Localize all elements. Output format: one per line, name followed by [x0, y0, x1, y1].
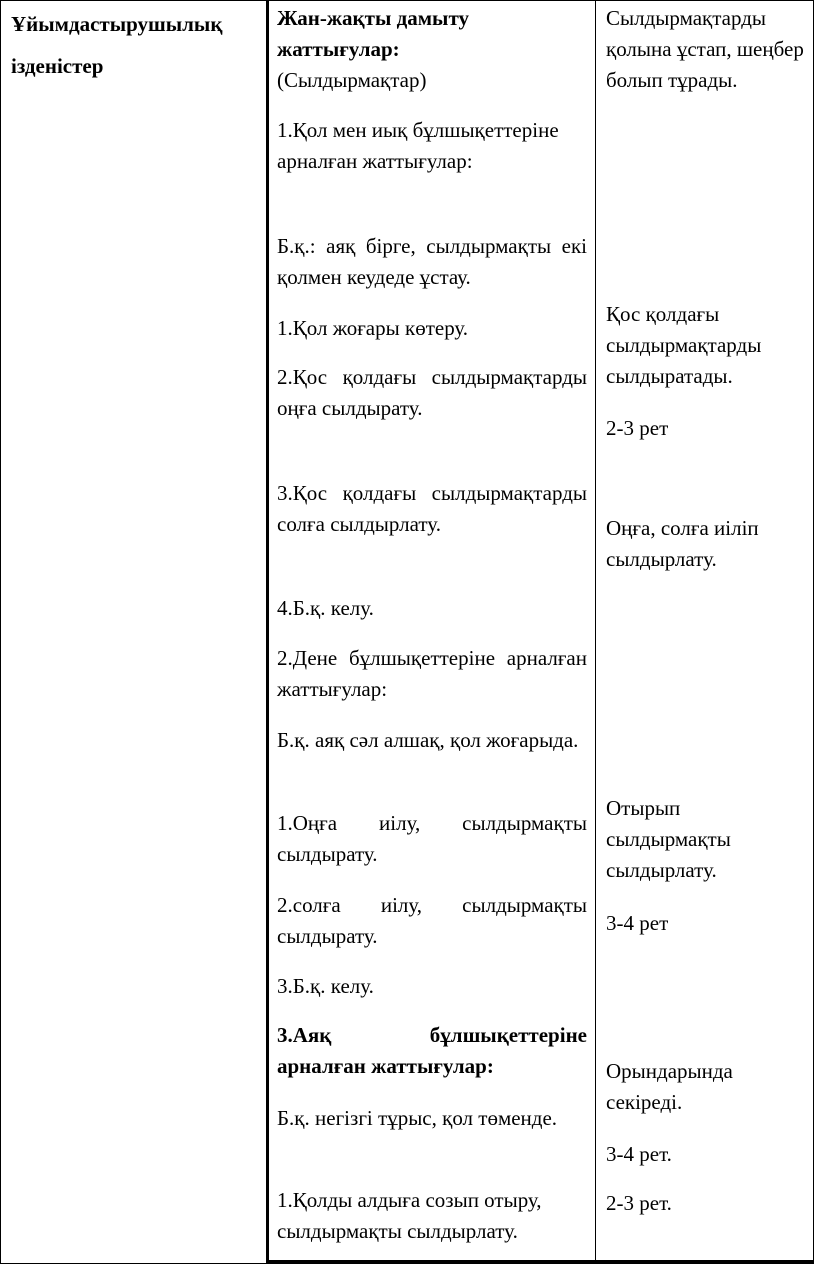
table-bottom-border — [266, 1260, 813, 1263]
exercise-item: 1.Оңға иілу, сылдырмақты сылдырату. — [277, 811, 587, 866]
note-item: 2-3 рет — [606, 416, 669, 440]
column-divider — [266, 1, 269, 1263]
exercise-item: 4.Б.қ. келу. — [277, 596, 374, 620]
column-divider — [595, 1, 596, 1263]
note-item: 2-3 рет. — [606, 1191, 672, 1215]
exercise-subheading: (Сылдырмақтар) — [277, 68, 427, 92]
exercise-item: 2.Қос қолдағы сылдырмақтарды оңға сылдырату. — [277, 365, 587, 420]
note-item: Отырып сылдырмақты сылдырлату. — [606, 796, 731, 882]
exercise-heading: Жан-жақты дамыту жаттығулар: — [277, 6, 469, 61]
note-item: 3-4 рет. — [606, 1142, 672, 1166]
organizational-column — [11, 3, 256, 87]
exercise-item: Б.қ.: аяқ бірге, сылдырмақты екі қолмен кеудеде ұстау. — [277, 234, 587, 289]
exercise-item: Б.қ. негізгі тұрыс, қол төменде. — [277, 1106, 558, 1130]
exercise-item: 3.Аяқ бұлшықеттеріне арналған жаттығулар: — [277, 1023, 587, 1078]
note-item: 3-4 рет — [606, 911, 669, 935]
exercise-item: 3.Қос қолдағы сылдырмақтарды солға сылдырлату. — [277, 481, 587, 536]
exercise-item: 1.Қол жоғары көтеру. — [277, 316, 469, 340]
exercise-item: Б.қ. аяқ сәл алшақ, қол жоғарыда. — [277, 728, 579, 752]
note-item: Қос қолдағы сылдырмақтарды сылдыратады. — [606, 302, 762, 388]
exercise-item: 1.Қол мен иық бұлшықеттеріне арналған жаттығулар: — [277, 118, 559, 173]
note-item: Сылдырмақтарды қолына ұстап, шеңбер болып тұрады. — [606, 6, 804, 92]
note-item: Оңға, солға иіліп сылдырлату. — [606, 516, 759, 571]
column-heading: Ұйымдастырушылық ізденістер — [11, 12, 223, 78]
exercise-item: 1.Қолды алдыға созып отыру, сылдырмақты сылдырлату. — [277, 1188, 542, 1243]
exercise-item: 3.Б.қ. келу. — [277, 974, 374, 998]
exercise-item: 2.солға иілу, сылдырмақты сылдырату. — [277, 893, 587, 948]
exercise-item: 2.Дене бұлшықеттеріне арналған жаттығулар: — [277, 646, 587, 701]
note-item: Орындарында секіреді. — [606, 1059, 733, 1114]
